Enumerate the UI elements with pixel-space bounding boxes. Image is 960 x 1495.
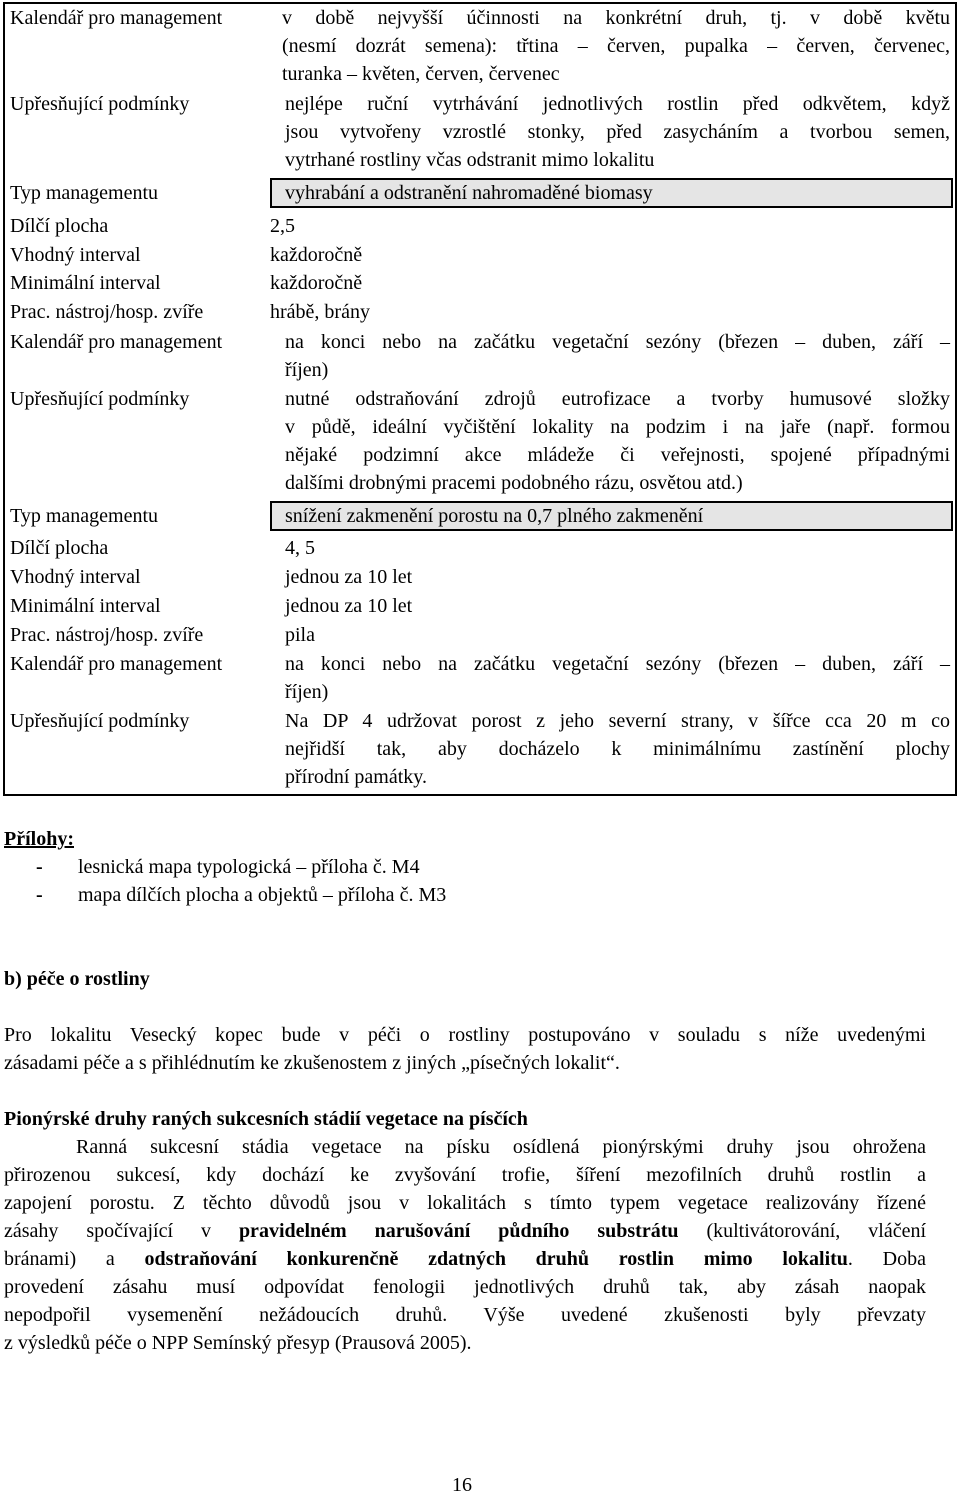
- attachment-item-text: mapa dílčích plocha a objektů – příloha č. M3: [78, 884, 447, 906]
- area-value: 2,5: [270, 215, 295, 237]
- section-intro: Pro lokalitu Vesecký kopec bude v péči o rostliny postupováno v souladu s níže uvedenými zásadami péče a s přihlédnutím ke zkušenostem z jiných „písečných lokalit“.: [4, 1024, 926, 1074]
- calendar-label: Kalendář pro management: [10, 331, 223, 353]
- calendar-label: Kalendář pro management: [10, 7, 223, 29]
- area-label: Dílčí plocha: [10, 215, 109, 237]
- calendar-value: na konci nebo na začátku vegetační sezóny (březen – duben, září – říjen): [285, 653, 950, 703]
- type-label: Typ managementu: [10, 182, 158, 204]
- tool-label: Prac. nástroj/hosp. zvíře: [10, 301, 204, 323]
- tool-value: hrábě, brány: [270, 301, 370, 323]
- conditions-label: Upřesňující podmínky: [10, 710, 190, 732]
- area-label: Dílčí plocha: [10, 537, 109, 559]
- attachment-item: -: [36, 884, 43, 906]
- conditions-value: Na DP 4 udržovat porost z jeho severní strany, v šířce cca 20 m co nejřidší tak, aby docházelo k minimálnímu zastínění plochy přírodní památky.: [285, 710, 950, 788]
- calendar-value: na konci nebo na začátku vegetační sezóny (březen – duben, září – říjen): [285, 331, 950, 381]
- suitable-interval-label: Vhodný interval: [10, 244, 141, 266]
- conditions-value: nutné odstraňování zdrojů eutrofizace a tvorby humusové složky v půdě, ideální vyčištění lokality na podzim i na jaře (např. formou nějaké podzimní akce mládeže či veřejnosti, spojené případnými dalšími drobnými pracemi podobného rázu, osvětou atd.): [285, 388, 950, 494]
- conditions-label: Upřesňující podmínky: [10, 388, 190, 410]
- area-value: 4, 5: [285, 537, 315, 559]
- minimal-interval-label: Minimální interval: [10, 272, 161, 294]
- type-value: snížení zakmenění porostu na 0,7 plného zakmenění: [285, 505, 704, 527]
- attachment-item-text: lesnická mapa typologická – příloha č. M4: [78, 856, 420, 878]
- minimal-interval-value: jednou za 10 let: [285, 595, 413, 617]
- conditions-value: nejlépe ruční vytrhávání jednotlivých rostlin před odkvětem, když jsou vytvořeny vzrostlé stonky, před zasycháním a tvorbou semen, vytrhané rostliny včas odstranit mimo lokalitu: [285, 93, 950, 171]
- type-label: Typ managementu: [10, 505, 158, 527]
- tool-label: Prac. nástroj/hosp. zvíře: [10, 624, 204, 646]
- minimal-interval-value: každoročně: [270, 272, 363, 294]
- suitable-interval-label: Vhodný interval: [10, 566, 141, 588]
- calendar-label: Kalendář pro management: [10, 653, 223, 675]
- attachment-item: -: [36, 856, 43, 878]
- conditions-label: Upřesňující podmínky: [10, 93, 190, 115]
- pioneer-heading: Pionýrské druhy raných sukcesních stádií vegetace na písčích: [4, 1108, 528, 1130]
- page-number: 16: [452, 1474, 472, 1495]
- suitable-interval-value: jednou za 10 let: [285, 566, 413, 588]
- minimal-interval-label: Minimální interval: [10, 595, 161, 617]
- section-heading: b) péče o rostliny: [4, 968, 150, 990]
- attachments-heading: Přílohy:: [4, 828, 74, 850]
- suitable-interval-value: každoročně: [270, 244, 363, 266]
- calendar-value: v době nejvyšší účinnosti na konkrétní druh, tj. v době květu (nesmí dozrát semena): třtina – červen, pupalka – červen, červenec, turanka – květen, červen, červenec: [282, 7, 950, 85]
- pioneer-paragraph: Ranná sukcesní stádia vegetace na písku osídlená pionýrskými druhy jsou ohrožena přirozenou sukcesí, kdy dochází ke zvyšování trofie, šíření mezofilních druhů rostlin a zapojení porostu. Z těchto důvodů jsou v lokalitách s tímto typem vegetace realizovány řízené zásahy spočívající v pravidelném narušování půdního substrátu (kultivátorování, vláčení bránami) a odstraňování konkurenčně zdatných druhů rostlin mimo lokalitu. Doba provedení zásahu musí odpovídat fenologii jednotlivých druhů tak, aby zásah naopak nepodpořil vysemenění nežádoucích druhů. Výše uvedené zkušenosti byly převzaty z výsledků péče o NPP Semínský přesyp (Prausová 2005).: [4, 1136, 926, 1354]
- tool-value: pila: [285, 624, 315, 646]
- type-value: vyhrabání a odstranění nahromaděné biomasy: [285, 182, 653, 204]
